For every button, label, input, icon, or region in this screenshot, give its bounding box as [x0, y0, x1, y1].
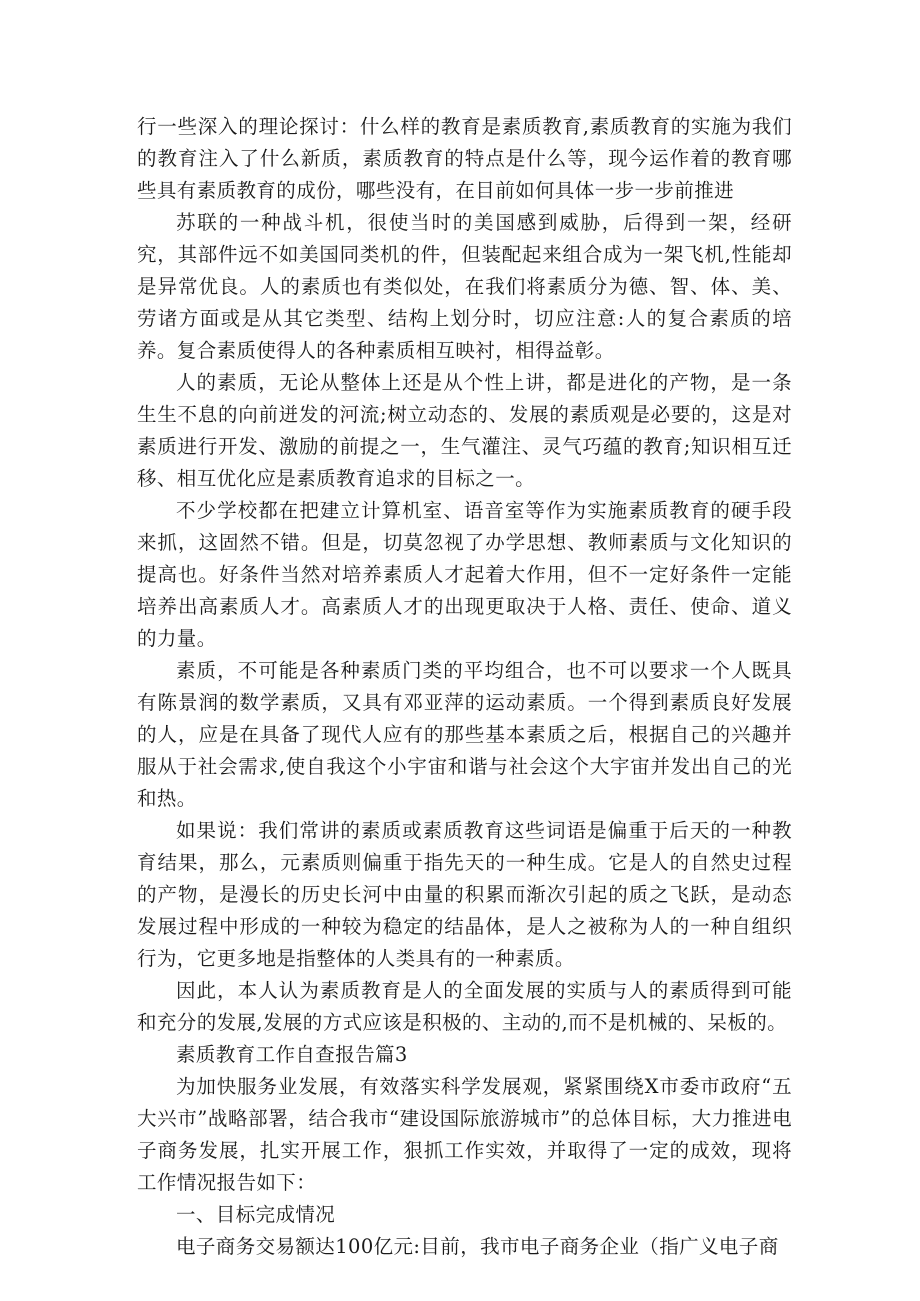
- paragraph-school-facilities: 不少学校都在把建立计算机室、语音室等作为实施素质教育的硬手段来抓，这固然不错。但是，切莫忽视了办学思想、教师素质与文化知识的提高也。好条件当然对培养素质人才起着大作用，但不一定好条件一定能培养出高素质人才。高素质人才的出现更取决于人格、责任、使命、道义的力量。: [137, 499, 792, 650]
- paragraph-continuation: 行一些深入的理论探讨：什么样的教育是素质教育,素质教育的实施为我们的教育注入了什么新质，素质教育的特点是什么等，现今运作着的教育哪些具有素质教育的成份，哪些没有，在目前如何具体一步一步前推进: [137, 115, 792, 202]
- paragraph-ecommerce-volume: 电子商务交易额达100亿元:目前，我市电子商务企业（指广义电子商: [176, 1235, 779, 1258]
- document-body: [137, 111, 792, 1263]
- subsection-title: 一、目标完成情况: [176, 1203, 336, 1226]
- paragraph-meta-quality: 如果说：我们常讲的素质或素质教育这些词语是偏重于后天的一种教育结果，那么，元素质则偏重于指先天的一种生成。它是人的自然史过程的产物，是漫长的历史长河中由量的积累而渐次引起的质之飞跃，是动态发展过程中形成的一种较为稳定的结晶体，是人之被称为人的一种自组织行为，它更多地是指整体的人类具有的一种素质。: [137, 819, 792, 970]
- paragraph-evolution: 人的素质，无论从整体上还是从个性上讲，都是进化的产物，是一条生生不息的向前迸发的河流;树立动态的、发展的素质观是必要的，这是对素质进行开发、激励的前提之一，生气灌注、灵气巧蕴的教育;知识相互迁移、相互优化应是素质教育追求的目标之一。: [137, 371, 792, 490]
- paragraph-conclusion: 因此，本人认为素质教育是人的全面发展的实质与人的素质得到可能和充分的发展,发展的方式应该是积极的、主动的,而不是机械的、呆板的。: [137, 979, 792, 1034]
- section-title: 素质教育工作自查报告篇3: [176, 1043, 408, 1066]
- paragraph-quality-combination: 素质，不可能是各种素质门类的平均组合，也不可以要求一个人既具有陈景润的数学素质，又具有邓亚萍的运动素质。一个得到素质良好发展的人，应是在具备了现代人应有的那些基本素质之后，根据自己的兴趣并服从于社会需求,使自我这个小宇宙和谐与社会这个大宇宙并发出自己的光和热。: [137, 659, 792, 810]
- paragraph-fighter-analogy: 苏联的一种战斗机，很使当时的美国感到威胁，后得到一架，经研究，其部件远不如美国同类机的件，但装配起来组合成为一架飞机,性能却是异常优良。人的素质也有类似处，在我们将素质分为德、智、体、美、劳诸方面或是从其它类型、结构上划分时，切应注意:人的复合素质的培养。复合素质使得人的各种素质相互映衬，相得益彰。: [137, 211, 792, 362]
- paragraph-ecommerce-intro: 为加快服务业发展，有效落实科学发展观，紧紧围绕X市委市政府“五大兴市”战略部署，结合我市“建设国际旅游城市”的总体目标，大力推进电子商务发展，扎实开展工作，狠抓工作实效，并取得了一定的成效，现将工作情况报告如下：: [137, 1075, 792, 1194]
